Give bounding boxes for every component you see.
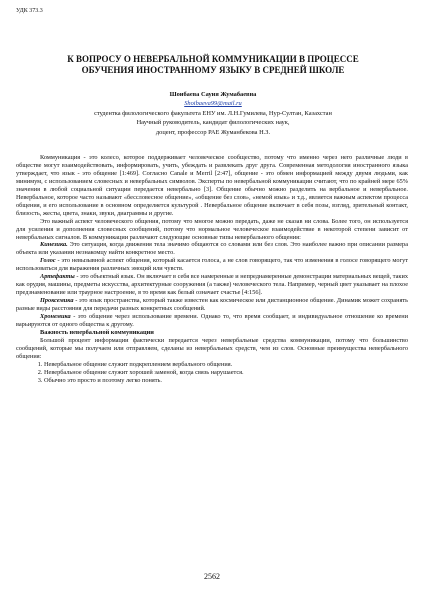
paragraph-artifacts: [16, 273, 408, 297]
list-item: 2. Невербальное общение служит хорошей заменой, когда связь нарушается.: [44, 369, 408, 377]
kinesics-text: Это ситуация, когда движения тела значимо общаются со словами или без слов. Это наиболее важно при описании размера объекта или указании незнакомцу найти конкретное место.: [16, 241, 408, 257]
paragraph-intro: Коммуникация - это колесо, которое поддерживает человеческое сообщество, потому что именно через него различные люди в обществе могут взаимодействовать, информировать, учить, убеждать и развлекать друг друга. Современная методология иностранного языка утверждает, что язык - это общение [1:469]. Согласно Canale и Merril [2:47], общение - это обмен информацией между двумя людьми, как минимум, с использованием словесных и невербальных символов. Эксперты по невербальной коммуникации считают, что по крайней мере 65% значения в любой социальной ситуации передается невербально [3]. Общение обычно можно разделить на вербальное и невербальное. Невербальное, которое часто называют «бессловесное общение», «общение без слов», «немой язык» и т.д., является важным аспектом процесса общения, и его использование в основном определяется культурой . Невербальное общение включает в себя позы, взгляд, зрительный контакт, близость, жесты, цвета, знаки, звуки, диаграммы и другие.: [16, 154, 408, 217]
term-proxemics: Проксемика: [40, 297, 74, 305]
section-heading: Важность невербальной коммуникации: [40, 328, 154, 336]
author-name: Шоибаева Сауия Жумабаевна: [169, 91, 257, 98]
advantages-list: [16, 361, 408, 385]
term-voice: Голос: [40, 257, 56, 265]
advisor-role: Научный руководитель, кандидат филологических наук,: [136, 119, 290, 127]
proxemics-text: - это язык пространства, который также известен как космическое или дистанционное общение. Динамик может сохранять разные виды расстояния для передачи разных конкретных сообщений.: [16, 297, 408, 313]
paragraph-chronemics: [16, 313, 408, 329]
article-title: К ВОПРОСУ О НЕВЕРБАЛЬНОЙ КОММУНИКАЦИИ В ПРОЦЕССЕ ОБУЧЕНИЯ ИНОСТРАННОМУ ЯЗЫКУ В СРЕДНЕЙ ШКОЛЕ: [67, 54, 359, 75]
paragraph-kinesics: [16, 241, 408, 257]
paragraph-importance: Большой процент информации фактически передается через невербальные средства коммуникации, потому что большинство сообщений, которые мы получаем или отправляем, сделаны из невербальных средств, чем из слов. Основные преимущества невербального общения:: [16, 336, 408, 360]
page-number: 2562: [204, 572, 220, 581]
author-block: [48, 90, 378, 137]
paragraph-voice: [16, 257, 408, 273]
term-artifacts: Артефакты: [40, 273, 75, 281]
paragraph-types: Это важный аспект человеческого общения, потому что многое можно передать, даже не сказав ни слова. Более того, он используется для усиления и дополнения словесных сообщений, потому что нормальное человеческое взаимодействие в некоторой степени зависит от невербальных сигналов. В коммуникации различают следующие основные типы невербального общения:: [16, 217, 408, 241]
paragraph-proxemics: [16, 297, 408, 313]
list-item: 1. Невербальное общение служит подкреплением вербального общения.: [44, 361, 408, 369]
term-kinesics: Кинезика.: [40, 241, 68, 249]
chronemics-text: - это общение через использование времени. Однако то, что время сообщает, и индивидуальное отношение ко времени варьируются от одного общества к другому.: [16, 313, 408, 329]
author-affiliation: студентка филологического факультета ЕНУ им. Л.Н.Гумилева, Нур-Султан, Казахстан: [94, 109, 332, 117]
udk-code: УДК 373.3: [16, 8, 43, 14]
term-chronemics: Хронемика: [40, 313, 71, 321]
article-body: [16, 154, 408, 385]
artifacts-text: - это объектный язык. Он включает в себя все намеренные и непреднамеренные демонстрации материальных вещей, таких как орудия, машины, предметы искусства, архитектурные сооружения (а также) человеческого тела. Например, черный цвет указывает на плохое предзнаменование или траурное настроение, в то время как белый означает счастье [4:156].: [16, 273, 408, 297]
advisor-name: доцент, профессор РАЕ Жуманбекова Н.З.: [155, 128, 271, 136]
author-email-link[interactable]: Shoibaeva99@mail.ru: [184, 100, 242, 108]
voice-text: - это невызывной аспект общения, который касается голоса, а не слов говорящего, так что изменения в голосе говорящего могут использоваться для выражения различных эмоций или чувств.: [16, 257, 408, 273]
list-item: 3. Обычно это просто и поэтому легко понять.: [44, 377, 408, 385]
